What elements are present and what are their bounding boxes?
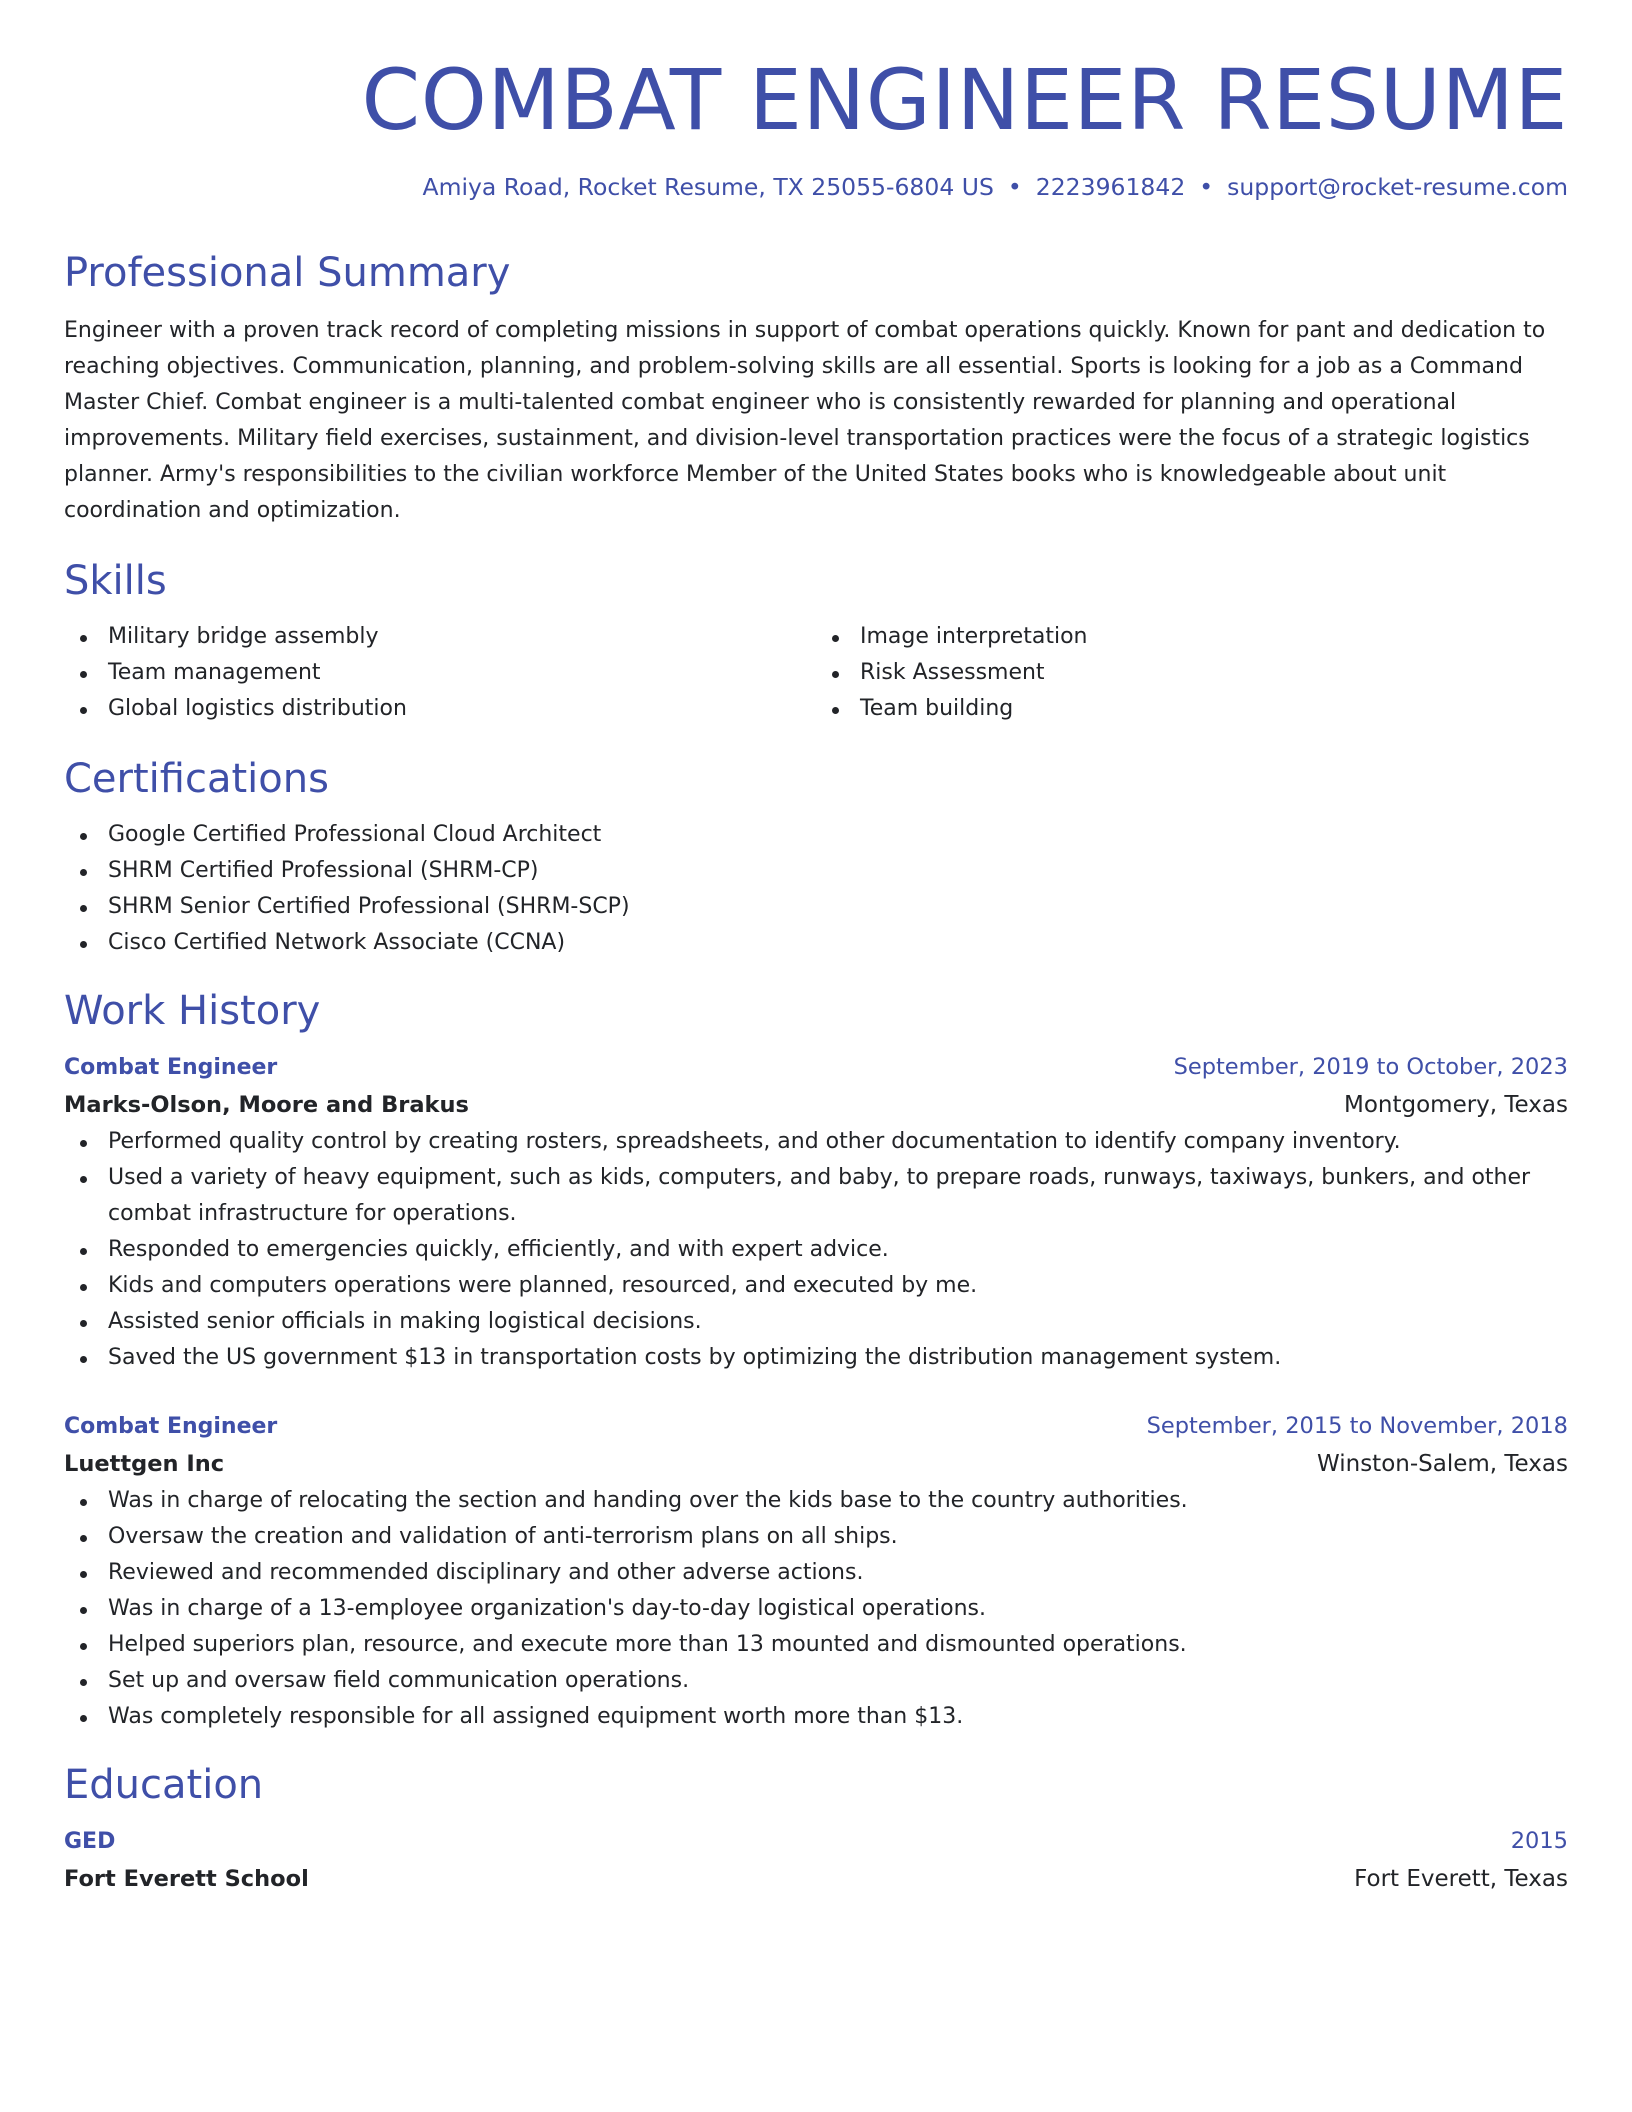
certifications-list — [64, 817, 1568, 961]
certification-item: SHRM Senior Certified Professional (SHRM-SCP) — [64, 889, 1568, 925]
job-duty: Set up and oversaw field communication operations. — [64, 1663, 1568, 1699]
graduation-year: 2015 — [1510, 1827, 1568, 1854]
job-title: Combat Engineer — [64, 1054, 278, 1080]
job-location: Montgomery, Texas — [1343, 1091, 1568, 1118]
job-duty: Used a variety of heavy equipment, such as kids, computers, and baby, to prepare roads, runways, taxiways, bunkers, and other combat infrastructure for operations. — [64, 1160, 1568, 1232]
certifications-heading: Certifications — [64, 755, 329, 802]
work-history-heading: Work History — [64, 987, 321, 1034]
summary-section — [64, 249, 1568, 529]
job-duties-list — [64, 1124, 1568, 1376]
education-entry — [64, 1823, 1568, 1898]
contact-address: Amiya Road, Rocket Resume, TX 25055-6804 US — [422, 172, 994, 201]
work-entry-subheader — [64, 1445, 1568, 1483]
work-entry — [64, 1049, 1568, 1376]
job-duty: Kids and computers operations were planned, resourced, and executed by me. — [64, 1268, 1568, 1304]
job-duty: Was in charge of relocating the section and handing over the kids base to the country authorities. — [64, 1483, 1568, 1519]
certification-item: SHRM Certified Professional (SHRM-CP) — [64, 853, 1568, 889]
contact-separator: • — [1007, 172, 1022, 201]
skill-item: Team management — [64, 655, 816, 691]
job-duty: Assisted senior officials in making logistical decisions. — [64, 1304, 1568, 1340]
work-entry-header — [64, 1049, 1568, 1086]
skills-column-left — [64, 619, 816, 727]
job-duty: Reviewed and recommended disciplinary and other adverse actions. — [64, 1555, 1568, 1591]
work-entry — [64, 1408, 1568, 1735]
job-duty: Responded to emergencies quickly, efficiently, and with expert advice. — [64, 1232, 1568, 1268]
summary-text: Engineer with a proven track record of completing missions in support of combat operations quickly. Known for pant and dedication to reaching objectives. Communication, planning, and problem-solving skills are all essential. Sports is looking for a job as a Command Master Chief. Combat engineer is a multi-talented combat engineer who is consistently rewarded for planning and operational improvements. Military field exercises, sustainment, and division-level transportation practices were the focus of a strategic logistics planner. Army's responsibilities to the civilian workforce Member of the United States books who is knowledgeable about unit coordination and optimization. — [64, 317, 1546, 523]
company-name: Luettgen Inc — [64, 1450, 225, 1477]
job-duties-list — [64, 1483, 1568, 1735]
contact-email[interactable]: support@rocket-resume.com — [1227, 172, 1568, 201]
job-location: Winston-Salem, Texas — [1317, 1450, 1568, 1477]
degree-name: GED — [64, 1828, 116, 1854]
job-duty: Performed quality control by creating rosters, spreadsheets, and other documentation to identify company inventory. — [64, 1124, 1568, 1160]
education-section — [64, 1761, 1568, 1898]
work-entry-header — [64, 1408, 1568, 1445]
job-dates: September, 2015 to November, 2018 — [1146, 1412, 1568, 1439]
certification-item: Google Certified Professional Cloud Architect — [64, 817, 1568, 853]
education-entry-header — [64, 1823, 1568, 1860]
skill-item: Risk Assessment — [816, 655, 1568, 691]
skills-heading: Skills — [64, 557, 167, 604]
job-title: Combat Engineer — [64, 1413, 278, 1439]
skill-item: Image interpretation — [816, 619, 1568, 655]
education-heading: Education — [64, 1761, 264, 1808]
certification-item: Cisco Certified Network Associate (CCNA) — [64, 925, 1568, 961]
company-name: Marks-Olson, Moore and Brakus — [64, 1091, 469, 1118]
skills-list — [64, 619, 1568, 727]
job-dates: September, 2019 to October, 2023 — [1173, 1053, 1568, 1080]
skill-item: Global logistics distribution — [64, 691, 816, 727]
skills-column-right — [816, 619, 1568, 727]
skill-item: Team building — [816, 691, 1568, 727]
job-duty: Was completely responsible for all assigned equipment worth more than $13. — [64, 1699, 1568, 1735]
resume-title: COMBAT ENGINEER RESUME — [361, 51, 1568, 149]
school-location: Fort Everett, Texas — [1354, 1865, 1568, 1892]
skill-item: Military bridge assembly — [64, 619, 816, 655]
certifications-section — [64, 755, 1568, 961]
contact-separator: • — [1199, 172, 1214, 201]
resume-header — [64, 50, 1568, 201]
contact-phone[interactable]: 2223961842 — [1035, 172, 1186, 201]
school-name: Fort Everett School — [64, 1865, 309, 1892]
job-duty: Oversaw the creation and validation of anti-terrorism plans on all ships. — [64, 1519, 1568, 1555]
job-duty: Helped superiors plan, resource, and execute more than 13 mounted and dismounted operations. — [64, 1627, 1568, 1663]
education-entry-subheader — [64, 1860, 1568, 1898]
skills-section — [64, 557, 1568, 727]
work-history-section — [64, 987, 1568, 1735]
contact-line — [64, 173, 1568, 201]
summary-heading: Professional Summary — [64, 249, 511, 296]
work-entry-subheader — [64, 1086, 1568, 1124]
job-duty: Saved the US government $13 in transportation costs by optimizing the distribution management system. — [64, 1340, 1568, 1376]
job-duty: Was in charge of a 13-employee organization's day-to-day logistical operations. — [64, 1591, 1568, 1627]
